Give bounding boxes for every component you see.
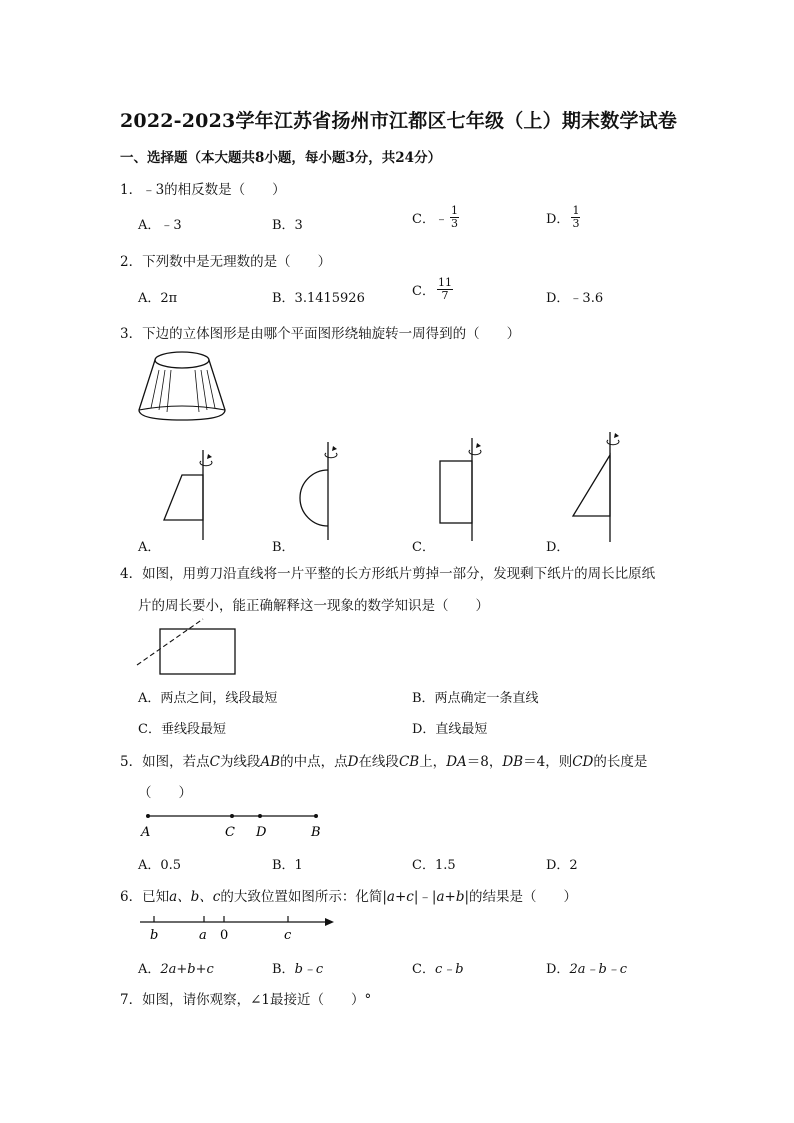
fraction-denominator: 3 (450, 217, 458, 230)
q3-option-a: A． (138, 540, 161, 555)
q1-option-b: B．3 (272, 218, 303, 233)
option-expression: b﹣c (294, 962, 324, 977)
option-label: A． (138, 962, 161, 977)
q3-figure-d (565, 430, 635, 545)
fraction-numerator: 11 (437, 276, 452, 289)
question-5-stem-line2: （ ） (138, 785, 192, 801)
q3-option-c: C． (412, 540, 435, 555)
stem-text: |的结果是（ ） (464, 889, 578, 905)
q6-option-b (272, 958, 323, 977)
stem-text: 5．如图，若点 (120, 754, 210, 770)
q5-segment-figure (138, 806, 338, 841)
q2-option-b: B．3.1415926 (272, 291, 365, 306)
var-cd: CD (572, 754, 594, 770)
question-4-stem-line2: 片的周长要小，能正确解释这一现象的数学知识是（ ） (138, 598, 489, 614)
q1-option-d-prefix: D． (546, 212, 570, 227)
fraction-denominator: 3 (572, 217, 580, 230)
page-title: 2022-2023学年江苏省扬州市江都区七年级（上）期末数学试卷 (120, 110, 678, 132)
point-label-b: B (311, 825, 321, 840)
stem-text: 上， (419, 754, 447, 770)
q3-figure-a (155, 445, 225, 545)
section-heading: 一、选择题（本大题共8小题，每小题3分，共24分） (120, 150, 442, 166)
q5-option-d: D．2 (546, 858, 578, 873)
point-label-d: D (256, 825, 267, 840)
q2-option-c-prefix: C． (412, 284, 435, 299)
point-label-a: A (141, 825, 151, 840)
var-da: DA (446, 754, 467, 770)
q6-number-line (138, 912, 338, 947)
point-label-c: C (225, 825, 235, 840)
q2-option-a: A．2π (138, 291, 178, 306)
var-cb: CB (398, 754, 420, 770)
question-5-stem (120, 750, 647, 770)
q4-option-a: A．两点之间，线段最短 (138, 691, 278, 706)
option-expression: c﹣b (434, 962, 464, 977)
option-label: D． (546, 962, 570, 977)
q6-option-a (138, 958, 214, 977)
q2-option-c (412, 277, 453, 302)
stem-text: 6．已知 (120, 889, 170, 905)
stem-text: ＝8， (466, 754, 503, 770)
var-d: D (347, 754, 359, 770)
stem-variables: a、b、c (169, 889, 221, 905)
q1-option-d-fraction (571, 205, 580, 230)
var-db: DB (502, 754, 524, 770)
q6-option-c (412, 958, 464, 977)
q3-option-b: B． (272, 540, 295, 555)
fraction-denominator: 7 (441, 289, 449, 302)
frustum-figure (135, 348, 235, 428)
var-ab: AB (260, 754, 281, 770)
q4-option-c: C．垂线段最短 (138, 722, 226, 737)
number-line-label-zero: 0 (220, 928, 229, 943)
stem-text: 在线段 (358, 754, 399, 770)
number-line-label-b: b (150, 928, 159, 943)
option-label: B． (272, 962, 295, 977)
fraction-numerator: 1 (572, 204, 580, 217)
q6-option-d (546, 958, 627, 977)
stem-text: 的中点，点 (280, 754, 348, 770)
q3-figure-c (430, 436, 500, 546)
number-line-label-a: a (199, 928, 207, 943)
option-label: C． (412, 962, 435, 977)
q3-figure-b (290, 440, 360, 545)
stem-text: 的长度是 (593, 754, 648, 770)
stem-expression: a+c (386, 889, 414, 905)
q4-option-b: B．两点确定一条直线 (412, 691, 539, 706)
question-2-stem: 2．下列数中是无理数的是（ ） (120, 254, 332, 270)
number-line-label-c: c (284, 928, 292, 943)
question-4-stem-line1: 4．如图，用剪刀沿直线将一片平整的长方形纸片剪掉一部分，发现剩下纸片的周长比原纸 (120, 566, 656, 582)
var-c: C (209, 754, 220, 770)
q1-option-d (546, 205, 580, 230)
q1-option-c-fraction (450, 205, 459, 230)
q4-option-d: D．直线最短 (412, 722, 488, 737)
option-expression: 2a﹣b﹣c (569, 962, 628, 977)
stem-text: 为线段 (219, 754, 261, 770)
stem-text: |﹣| (413, 889, 437, 905)
stem-expression: a+b (436, 889, 465, 905)
q5-option-c: C．1.5 (412, 858, 456, 873)
q1-option-c (412, 205, 459, 230)
fraction-numerator: 1 (450, 204, 458, 217)
q2-option-d: D．﹣3.6 (546, 291, 604, 306)
question-6-stem (120, 885, 577, 905)
option-expression: 2a+b+c (160, 962, 214, 977)
stem-text: 的大致位置如图所示：化简| (220, 889, 387, 905)
stem-text: ＝4，则 (523, 754, 573, 770)
question-7-stem: 7．如图，请你观察，∠1最接近（ ）° (120, 992, 372, 1008)
q5-option-b: B．1 (272, 858, 303, 873)
q1-option-a: A．﹣3 (138, 218, 182, 233)
q4-rectangle-figure (135, 617, 245, 682)
question-3-stem: 3．下边的立体图形是由哪个平面图形绕轴旋转一周得到的（ ） (120, 326, 521, 342)
question-1-stem: 1．﹣3的相反数是（ ） (120, 182, 286, 198)
q2-option-c-fraction (437, 277, 453, 302)
q1-option-c-prefix: C．﹣ (412, 212, 448, 227)
q3-option-d: D． (546, 540, 570, 555)
q5-option-a: A．0.5 (138, 858, 182, 873)
